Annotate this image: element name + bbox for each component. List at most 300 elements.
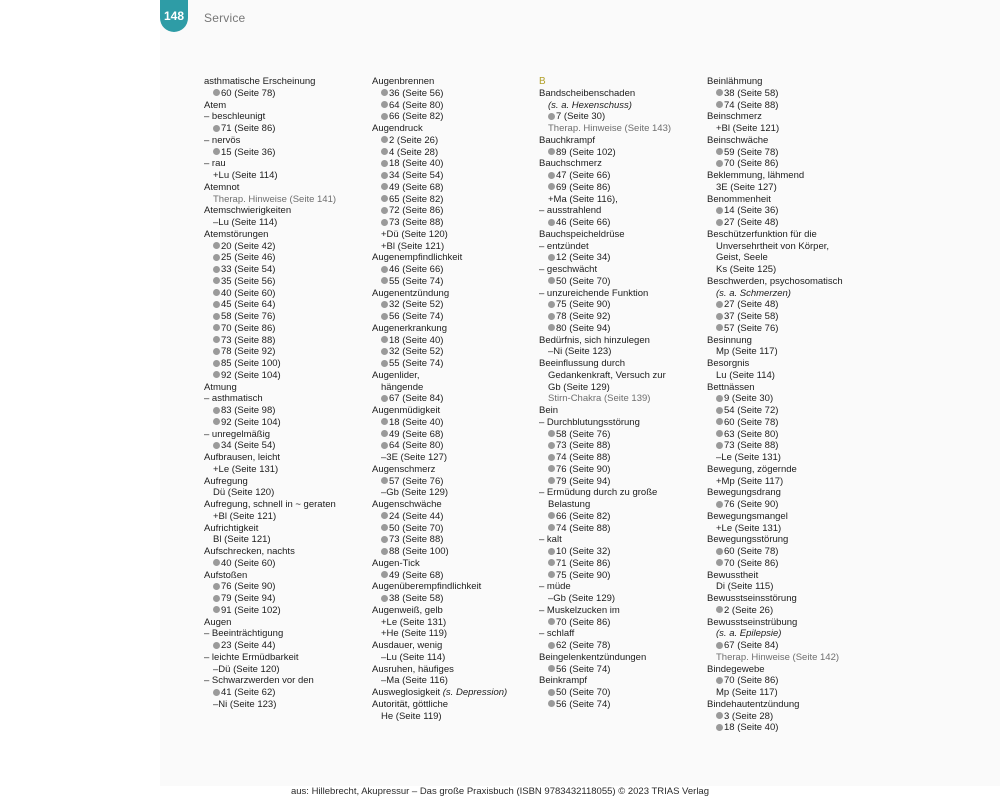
index-text: 92 (Seite 104) bbox=[221, 416, 281, 428]
acupoint-dot-icon bbox=[548, 689, 555, 696]
acupoint-dot-icon bbox=[548, 277, 555, 284]
index-text: +He (Seite 119) bbox=[381, 628, 448, 640]
index-reference bbox=[204, 241, 368, 253]
acupoint-dot-icon bbox=[716, 101, 723, 108]
index-reference bbox=[707, 605, 871, 617]
index-entry bbox=[707, 593, 871, 605]
acupoint-dot-icon bbox=[213, 313, 220, 320]
index-reference bbox=[204, 640, 368, 652]
index-entry bbox=[204, 429, 368, 441]
acupoint-dot-icon bbox=[213, 442, 220, 449]
index-reference bbox=[372, 205, 536, 217]
index-reference bbox=[372, 194, 536, 206]
index-text: Bewusstheit bbox=[707, 569, 759, 581]
acupoint-dot-icon bbox=[213, 301, 220, 308]
acupoint-dot-icon bbox=[381, 219, 388, 226]
index-subentry bbox=[707, 288, 871, 300]
index-text: 70 (Seite 86) bbox=[724, 158, 779, 170]
index-entry bbox=[372, 499, 536, 511]
index-text: Augenschmerz bbox=[372, 463, 436, 475]
index-text: 27 (Seite 48) bbox=[724, 217, 779, 228]
acupoint-dot-icon bbox=[716, 207, 723, 214]
index-subentry bbox=[204, 464, 368, 476]
index-text: – nervös bbox=[204, 134, 241, 146]
index-entry bbox=[204, 111, 368, 123]
index-text: 73 (Seite 88) bbox=[556, 440, 611, 452]
index-text: 67 (Seite 84) bbox=[389, 393, 444, 405]
acupoint-dot-icon bbox=[381, 160, 388, 167]
index-reference bbox=[372, 100, 536, 112]
acupoint-dot-icon bbox=[381, 360, 388, 367]
index-subentry bbox=[539, 382, 703, 394]
index-text: Di (Seite 115) bbox=[716, 581, 774, 593]
index-reference bbox=[539, 323, 703, 335]
index-text: 18 (Seite 40) bbox=[389, 416, 444, 428]
index-text: 60 (Seite 78) bbox=[724, 546, 779, 557]
acupoint-dot-icon bbox=[716, 407, 723, 414]
acupoint-dot-icon bbox=[213, 583, 220, 590]
index-reference bbox=[204, 417, 368, 429]
index-reference bbox=[204, 276, 368, 288]
index-subentry bbox=[707, 476, 871, 488]
index-entry bbox=[707, 511, 871, 523]
index-text: 49 (Seite 68) bbox=[389, 181, 444, 193]
acupoint-dot-icon bbox=[381, 313, 388, 320]
index-column-2 bbox=[372, 76, 536, 722]
acupoint-dot-icon bbox=[381, 277, 388, 284]
index-entry bbox=[204, 100, 368, 112]
acupoint-dot-icon bbox=[548, 454, 555, 461]
index-text: Aufregung, schnell in ~ geraten bbox=[204, 499, 336, 510]
index-text: 56 (Seite 74) bbox=[556, 663, 611, 675]
index-text: 76 (Seite 90) bbox=[556, 463, 611, 475]
index-reference bbox=[707, 100, 871, 112]
index-subentry bbox=[372, 382, 536, 394]
index-text: – kalt bbox=[539, 534, 562, 546]
index-text: 57 (Seite 76) bbox=[724, 322, 779, 334]
index-text: 67 (Seite 84) bbox=[724, 640, 779, 651]
acupoint-dot-icon bbox=[548, 559, 555, 566]
index-text: 66 (Seite 82) bbox=[389, 111, 444, 123]
index-reference bbox=[204, 311, 368, 323]
index-subentry bbox=[204, 534, 368, 546]
footer-citation: aus: Hillebrecht, Akupressur – Das große Praxisbuch (ISBN 9783432118055) © 2023 TRIAS Verlag bbox=[290, 786, 709, 797]
index-text: 71 (Seite 86) bbox=[221, 123, 276, 134]
index-text: Benommenheit bbox=[707, 193, 771, 205]
index-entry bbox=[539, 135, 703, 147]
acupoint-dot-icon bbox=[381, 89, 388, 96]
index-text: 10 (Seite 32) bbox=[556, 546, 611, 557]
index-subentry bbox=[539, 346, 703, 358]
acupoint-dot-icon bbox=[716, 301, 723, 308]
index-text: 56 (Seite 74) bbox=[389, 311, 444, 322]
index-text: – ausstrahlend bbox=[539, 205, 602, 217]
index-text: 41 (Seite 62) bbox=[221, 687, 276, 698]
index-reference bbox=[707, 405, 871, 417]
index-entry bbox=[372, 687, 536, 699]
index-text: –Gb (Seite 129) bbox=[548, 593, 616, 604]
index-entry bbox=[204, 158, 368, 170]
index-reference bbox=[204, 405, 368, 417]
index-reference bbox=[372, 346, 536, 358]
acupoint-dot-icon bbox=[548, 571, 555, 578]
index-reference bbox=[204, 605, 368, 617]
index-entry bbox=[707, 570, 871, 582]
index-reference bbox=[372, 264, 536, 276]
index-entry bbox=[539, 628, 703, 640]
index-text: – asthmatisch bbox=[204, 393, 263, 405]
index-text: hängende bbox=[381, 381, 424, 393]
acupoint-dot-icon bbox=[716, 89, 723, 96]
index-text: 15 (Seite 36) bbox=[221, 146, 276, 158]
index-entry bbox=[204, 675, 368, 687]
index-reference bbox=[204, 252, 368, 264]
acupoint-dot-icon bbox=[381, 548, 388, 555]
index-text: 9 (Seite 30) bbox=[724, 393, 774, 405]
index-subentry bbox=[204, 217, 368, 229]
index-text: 2 (Seite 26) bbox=[389, 134, 439, 146]
acupoint-dot-icon bbox=[381, 301, 388, 308]
acupoint-dot-icon bbox=[548, 219, 555, 226]
index-text: 49 (Seite 68) bbox=[389, 428, 444, 440]
index-reference bbox=[539, 111, 703, 123]
acupoint-dot-icon bbox=[213, 254, 220, 261]
index-reference bbox=[204, 123, 368, 135]
index-reference bbox=[372, 476, 536, 488]
index-text: 3E (Seite 127) bbox=[716, 181, 777, 193]
index-text: 55 (Seite 74) bbox=[389, 358, 444, 369]
index-text: Beinkrampf bbox=[539, 675, 588, 687]
index-reference bbox=[204, 440, 368, 452]
index-entry bbox=[204, 476, 368, 488]
index-reference bbox=[204, 147, 368, 159]
index-text: Stirn-Chakra (Seite 139) bbox=[548, 393, 651, 405]
index-subentry bbox=[707, 182, 871, 194]
index-text: – Ermüdung durch zu große bbox=[539, 487, 658, 499]
index-text: – entzündet bbox=[539, 240, 589, 252]
index-text: Augenüberempfindlichkeit bbox=[372, 581, 482, 593]
acupoint-dot-icon bbox=[716, 324, 723, 331]
index-text: 2 (Seite 26) bbox=[724, 604, 774, 616]
acupoint-dot-icon bbox=[213, 324, 220, 331]
index-reference bbox=[204, 593, 368, 605]
index-text: Augenerkrankung bbox=[372, 322, 447, 334]
index-text: Augen-Tick bbox=[372, 557, 420, 569]
index-entry bbox=[372, 288, 536, 300]
index-reference bbox=[539, 558, 703, 570]
index-text: 57 (Seite 76) bbox=[389, 475, 444, 487]
index-entry bbox=[539, 264, 703, 276]
index-reference bbox=[707, 147, 871, 159]
index-reference bbox=[539, 182, 703, 194]
index-entry bbox=[707, 335, 871, 347]
index-subentry bbox=[539, 370, 703, 382]
index-reference bbox=[372, 534, 536, 546]
acupoint-dot-icon bbox=[716, 395, 723, 402]
acupoint-dot-icon bbox=[548, 665, 555, 672]
index-text: – Durchblutungsstörung bbox=[539, 416, 640, 428]
index-reference bbox=[539, 617, 703, 629]
index-text: +Le (Seite 131) bbox=[381, 616, 447, 628]
index-entry bbox=[539, 581, 703, 593]
index-text: Aufschrecken, nachts bbox=[204, 546, 295, 557]
index-text: Aufrichtigkeit bbox=[204, 522, 259, 534]
acupoint-dot-icon bbox=[381, 195, 388, 202]
acupoint-dot-icon bbox=[213, 148, 220, 155]
index-text: –Le (Seite 131) bbox=[716, 452, 781, 463]
index-reference bbox=[372, 335, 536, 347]
index-subentry bbox=[707, 581, 871, 593]
index-subentry bbox=[707, 264, 871, 276]
index-text: Augenschwäche bbox=[372, 499, 442, 510]
acupoint-dot-icon bbox=[213, 289, 220, 296]
index-text: Aufstoßen bbox=[204, 569, 248, 581]
index-text: Augenempfindlichkeit bbox=[372, 252, 463, 264]
index-entry bbox=[204, 452, 368, 464]
acupoint-dot-icon bbox=[716, 606, 723, 613]
index-reference bbox=[204, 88, 368, 100]
index-reference bbox=[707, 158, 871, 170]
acupoint-dot-icon bbox=[548, 148, 555, 155]
index-reference bbox=[707, 417, 871, 429]
index-text: Geist, Seele bbox=[716, 252, 768, 264]
index-text: 73 (Seite 88) bbox=[221, 334, 276, 346]
acupoint-dot-icon bbox=[381, 536, 388, 543]
index-text: 76 (Seite 90) bbox=[724, 499, 779, 510]
acupoint-dot-icon bbox=[381, 172, 388, 179]
index-entry bbox=[372, 699, 536, 711]
acupoint-dot-icon bbox=[716, 724, 723, 731]
acupoint-dot-icon bbox=[381, 418, 388, 425]
acupoint-dot-icon bbox=[548, 113, 555, 120]
index-reference bbox=[372, 593, 536, 605]
index-text: 60 (Seite 78) bbox=[221, 87, 276, 99]
index-text: 70 (Seite 86) bbox=[221, 322, 276, 334]
index-reference bbox=[707, 440, 871, 452]
index-text: –Lu (Seite 114) bbox=[213, 217, 278, 228]
index-entry bbox=[204, 182, 368, 194]
index-subentry bbox=[372, 452, 536, 464]
index-reference bbox=[539, 170, 703, 182]
index-reference bbox=[539, 640, 703, 652]
index-text: Beinschwäche bbox=[707, 134, 769, 146]
index-text: 60 (Seite 78) bbox=[724, 416, 779, 428]
index-text: 54 (Seite 72) bbox=[724, 405, 779, 416]
acupoint-dot-icon bbox=[548, 430, 555, 437]
acupoint-dot-icon bbox=[213, 348, 220, 355]
acupoint-dot-icon bbox=[716, 501, 723, 508]
index-reference bbox=[539, 464, 703, 476]
index-text: asthmatische Erscheinung bbox=[204, 76, 316, 87]
index-text: Bandscheibenschaden bbox=[539, 87, 636, 99]
index-entry bbox=[707, 382, 871, 394]
index-text: Augenbrennen bbox=[372, 76, 435, 87]
index-text: 32 (Seite 52) bbox=[389, 346, 444, 358]
index-text: 74 (Seite 88) bbox=[556, 452, 611, 463]
index-text: Therap. Hinweise (Seite 142) bbox=[716, 651, 840, 663]
index-reference bbox=[372, 299, 536, 311]
index-text: +Ma (Seite 116), bbox=[548, 193, 618, 205]
index-text: Augenmüdigkeit bbox=[372, 405, 441, 416]
page-number-badge: 148 bbox=[160, 0, 188, 32]
acupoint-dot-icon bbox=[381, 348, 388, 355]
index-reference bbox=[707, 299, 871, 311]
index-text: – schlaff bbox=[539, 628, 575, 640]
index-text: Bewegung, zögernde bbox=[707, 463, 797, 475]
index-subentry bbox=[707, 123, 871, 135]
index-entry bbox=[707, 664, 871, 676]
index-reference bbox=[707, 393, 871, 405]
index-subentry bbox=[539, 123, 703, 135]
index-entry bbox=[539, 229, 703, 241]
index-reference bbox=[707, 429, 871, 441]
index-text: 3 (Seite 28) bbox=[724, 710, 774, 722]
acupoint-dot-icon bbox=[548, 477, 555, 484]
index-text: 64 (Seite 80) bbox=[389, 440, 444, 452]
index-entry bbox=[539, 675, 703, 687]
acupoint-dot-icon bbox=[716, 712, 723, 719]
index-text: 76 (Seite 90) bbox=[221, 581, 276, 593]
index-text: Bl (Seite 121) bbox=[213, 534, 271, 546]
index-reference bbox=[204, 358, 368, 370]
index-text: 18 (Seite 40) bbox=[724, 722, 779, 734]
acupoint-dot-icon bbox=[213, 277, 220, 284]
index-reference bbox=[707, 640, 871, 652]
index-subentry bbox=[372, 229, 536, 241]
acupoint-dot-icon bbox=[716, 548, 723, 555]
index-text: Augenlider, bbox=[372, 369, 420, 381]
index-text: 37 (Seite 58) bbox=[724, 311, 779, 322]
index-reference bbox=[707, 546, 871, 558]
index-entry bbox=[707, 276, 871, 288]
index-text: –Ni (Seite 123) bbox=[213, 698, 277, 710]
index-column-3 bbox=[539, 76, 703, 711]
index-text: Beschwerden, psychosomatisch bbox=[707, 275, 843, 287]
index-reference bbox=[372, 147, 536, 159]
index-subentry bbox=[539, 393, 703, 405]
index-subentry bbox=[707, 346, 871, 358]
index-subentry bbox=[204, 664, 368, 676]
index-text: Atemstörungen bbox=[204, 228, 269, 240]
index-text: 70 (Seite 86) bbox=[724, 675, 779, 687]
index-reference bbox=[707, 217, 871, 229]
acupoint-dot-icon bbox=[716, 442, 723, 449]
index-entry bbox=[707, 76, 871, 88]
index-text: Ks (Seite 125) bbox=[716, 264, 777, 275]
index-entry bbox=[372, 558, 536, 570]
index-text: 20 (Seite 42) bbox=[221, 240, 276, 252]
index-entry bbox=[707, 699, 871, 711]
index-text: 65 (Seite 82) bbox=[389, 193, 444, 205]
index-entry bbox=[372, 323, 536, 335]
index-text: Augenweiß, gelb bbox=[372, 604, 443, 616]
acupoint-dot-icon bbox=[548, 524, 555, 531]
index-text: Bewusstseinstrübung bbox=[707, 616, 798, 628]
acupoint-dot-icon bbox=[381, 136, 388, 143]
index-text: Aufregung bbox=[204, 475, 248, 487]
index-entry bbox=[707, 135, 871, 147]
acupoint-dot-icon bbox=[381, 442, 388, 449]
index-subentry bbox=[707, 241, 871, 253]
index-entry bbox=[204, 205, 368, 217]
index-text: –Gb (Seite 129) bbox=[381, 487, 449, 499]
index-reference bbox=[372, 393, 536, 405]
index-text: 14 (Seite 36) bbox=[724, 205, 779, 217]
index-entry bbox=[204, 382, 368, 394]
index-text: – geschwächt bbox=[539, 264, 598, 275]
index-text: +Dü (Seite 120) bbox=[381, 228, 448, 240]
index-text: Mp (Seite 117) bbox=[716, 687, 778, 698]
index-text: 75 (Seite 90) bbox=[556, 299, 611, 311]
index-entry bbox=[707, 358, 871, 370]
index-reference bbox=[372, 429, 536, 441]
acupoint-dot-icon bbox=[716, 677, 723, 684]
index-subentry bbox=[204, 170, 368, 182]
index-subentry bbox=[372, 487, 536, 499]
index-entry bbox=[539, 88, 703, 100]
index-text: 83 (Seite 98) bbox=[221, 405, 276, 416]
index-column-4 bbox=[707, 76, 871, 734]
index-text: +Bl (Seite 121) bbox=[381, 240, 445, 252]
index-text: 58 (Seite 76) bbox=[221, 311, 276, 322]
acupoint-dot-icon bbox=[381, 595, 388, 602]
index-text: (s. a. Schmerzen) bbox=[716, 287, 791, 299]
acupoint-dot-icon bbox=[548, 465, 555, 472]
index-subentry bbox=[707, 652, 871, 664]
acupoint-dot-icon bbox=[716, 313, 723, 320]
index-text: 66 (Seite 82) bbox=[556, 510, 611, 522]
index-reference bbox=[204, 299, 368, 311]
index-text: 34 (Seite 54) bbox=[389, 170, 444, 181]
index-reference bbox=[539, 252, 703, 264]
index-text: Ausweglosigkeit bbox=[372, 687, 441, 698]
index-text: Beingelenkentzündungen bbox=[539, 651, 647, 663]
index-reference bbox=[539, 523, 703, 535]
index-reference bbox=[539, 546, 703, 558]
index-text: 78 (Seite 92) bbox=[556, 311, 611, 322]
acupoint-dot-icon bbox=[381, 183, 388, 190]
index-text: 56 (Seite 74) bbox=[556, 698, 611, 710]
index-subentry bbox=[204, 194, 368, 206]
index-text: 49 (Seite 68) bbox=[389, 569, 444, 581]
index-text: 70 (Seite 86) bbox=[556, 616, 611, 628]
index-entry bbox=[539, 405, 703, 417]
acupoint-dot-icon bbox=[548, 548, 555, 555]
index-entry bbox=[204, 546, 368, 558]
index-text: Beklemmung, lähmend bbox=[707, 170, 805, 181]
index-reference bbox=[372, 311, 536, 323]
acupoint-dot-icon bbox=[213, 606, 220, 613]
index-reference bbox=[539, 311, 703, 323]
index-subentry bbox=[539, 593, 703, 605]
index-text: 74 (Seite 88) bbox=[556, 522, 611, 534]
index-subentry bbox=[707, 252, 871, 264]
index-text: Ausdauer, wenig bbox=[372, 640, 443, 651]
index-subentry bbox=[372, 241, 536, 253]
acupoint-dot-icon bbox=[548, 301, 555, 308]
index-text: (s. a. Hexenschuss) bbox=[548, 99, 632, 111]
acupoint-dot-icon bbox=[213, 689, 220, 696]
index-entry bbox=[539, 534, 703, 546]
index-text: 47 (Seite 66) bbox=[556, 170, 611, 181]
index-text: 75 (Seite 90) bbox=[556, 569, 611, 581]
index-text: He (Seite 119) bbox=[381, 710, 442, 722]
acupoint-dot-icon bbox=[381, 113, 388, 120]
index-reference bbox=[204, 370, 368, 382]
index-reference bbox=[707, 499, 871, 511]
index-entry bbox=[707, 617, 871, 629]
index-subentry bbox=[372, 675, 536, 687]
